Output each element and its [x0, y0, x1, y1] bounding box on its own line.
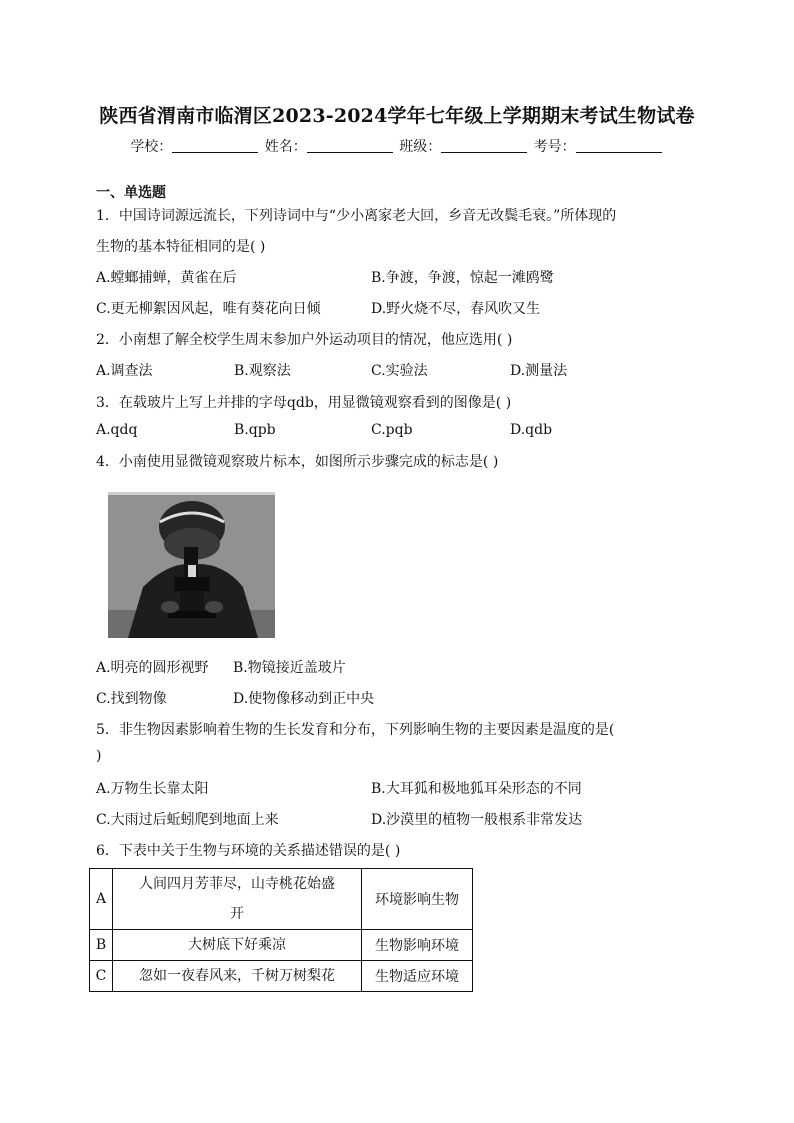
- question-3-text: 3．在载玻片上写上并排的字母qdb，用显微镜观察看到的图像是( ): [96, 395, 512, 411]
- q2-option-b[interactable]: B.观察法: [234, 363, 291, 379]
- question-6-text: 6．下表中关于生物与环境的关系描述错误的是( ): [96, 843, 401, 859]
- school-label: 学校：: [130, 139, 173, 155]
- q4-option-d[interactable]: D.使物像移动到正中央: [233, 691, 375, 707]
- row-verse-line2: 开: [230, 906, 244, 922]
- row-letter: B: [90, 930, 113, 961]
- q2-option-a[interactable]: A.调查法: [96, 363, 153, 379]
- row-letter: C: [90, 961, 113, 992]
- exam-number-blank[interactable]: [576, 140, 662, 153]
- name-blank[interactable]: [307, 140, 393, 153]
- question-4-text: 4．小南使用显微镜观察玻片标本，如图所示步骤完成的标志是( ): [96, 454, 499, 470]
- question-5-text: 5．非生物因素影响着生物的生长发育和分布，下列影响生物的主要因素是温度的是(: [96, 722, 615, 738]
- row-verse: [113, 869, 362, 930]
- q1-option-d[interactable]: D.野火烧不尽，春风吹又生: [371, 301, 541, 317]
- table-row[interactable]: [90, 869, 473, 930]
- q4-option-a[interactable]: A.明亮的圆形视野: [96, 660, 209, 676]
- row-relation: 生物适应环境: [362, 961, 473, 992]
- class-label: 班级：: [399, 139, 442, 155]
- microscope-photo: [108, 492, 275, 638]
- q5-option-c[interactable]: C.大雨过后蚯蚓爬到地面上来: [96, 812, 279, 828]
- row-verse-line1: 人间四月芳菲尽，山寺桃花始盛: [139, 876, 335, 892]
- table-row[interactable]: [90, 930, 473, 961]
- q3-option-a[interactable]: A.qdq: [96, 422, 138, 438]
- row-verse: 忽如一夜春风来，千树万树梨花: [113, 961, 362, 992]
- class-blank[interactable]: [441, 140, 527, 153]
- q4-option-c[interactable]: C.找到物像: [96, 691, 167, 707]
- student-info-line: [0, 136, 794, 156]
- q4-option-b[interactable]: B.物镜接近盖玻片: [233, 660, 346, 676]
- row-letter: A: [90, 869, 113, 930]
- q6-table: [89, 868, 473, 992]
- section-title: 一、单选题: [96, 185, 166, 201]
- q3-option-d[interactable]: D.qdb: [510, 422, 553, 438]
- q5-option-a[interactable]: A.万物生长靠太阳: [96, 781, 209, 797]
- school-blank[interactable]: [172, 140, 258, 153]
- question-1-text: 1．中国诗词源远流长，下列诗词中与“少小离家老大回，乡音无改鬓毛衰。”所体现的: [96, 208, 617, 224]
- q3-option-b[interactable]: B.qpb: [234, 422, 276, 438]
- row-relation: 环境影响生物: [362, 869, 473, 930]
- name-label: 姓名：: [264, 139, 307, 155]
- row-relation: 生物影响环境: [362, 930, 473, 961]
- q3-option-c[interactable]: C.pqb: [371, 422, 413, 438]
- row-verse: 大树底下好乘凉: [113, 930, 362, 961]
- q2-option-c[interactable]: C.实验法: [371, 363, 428, 379]
- question-2-text: 2．小南想了解全校学生周末参加户外运动项目的情况，他应选用( ): [96, 332, 513, 348]
- exam-number-label: 考号：: [533, 139, 576, 155]
- q1-option-b[interactable]: B.争渡，争渡，惊起一滩鸥鹭: [371, 270, 554, 286]
- exam-title: 陕西省渭南市临渭区2023-2024学年七年级上学期期末考试生物试卷: [99, 105, 695, 127]
- question-5-text-cont: ): [96, 748, 102, 764]
- table-row[interactable]: [90, 961, 473, 992]
- q5-option-d[interactable]: D.沙漠里的植物一般根系非常发达: [371, 812, 583, 828]
- q1-option-a[interactable]: A.螳螂捕蝉，黄雀在后: [96, 270, 237, 286]
- q5-option-b[interactable]: B.大耳狐和极地狐耳朵形态的不同: [371, 781, 582, 797]
- q2-option-d[interactable]: D.测量法: [510, 363, 568, 379]
- question-1-text-cont: 生物的基本特征相同的是( ): [96, 239, 266, 255]
- q1-option-c[interactable]: C.更无柳絮因风起，唯有葵花向日倾: [96, 301, 321, 317]
